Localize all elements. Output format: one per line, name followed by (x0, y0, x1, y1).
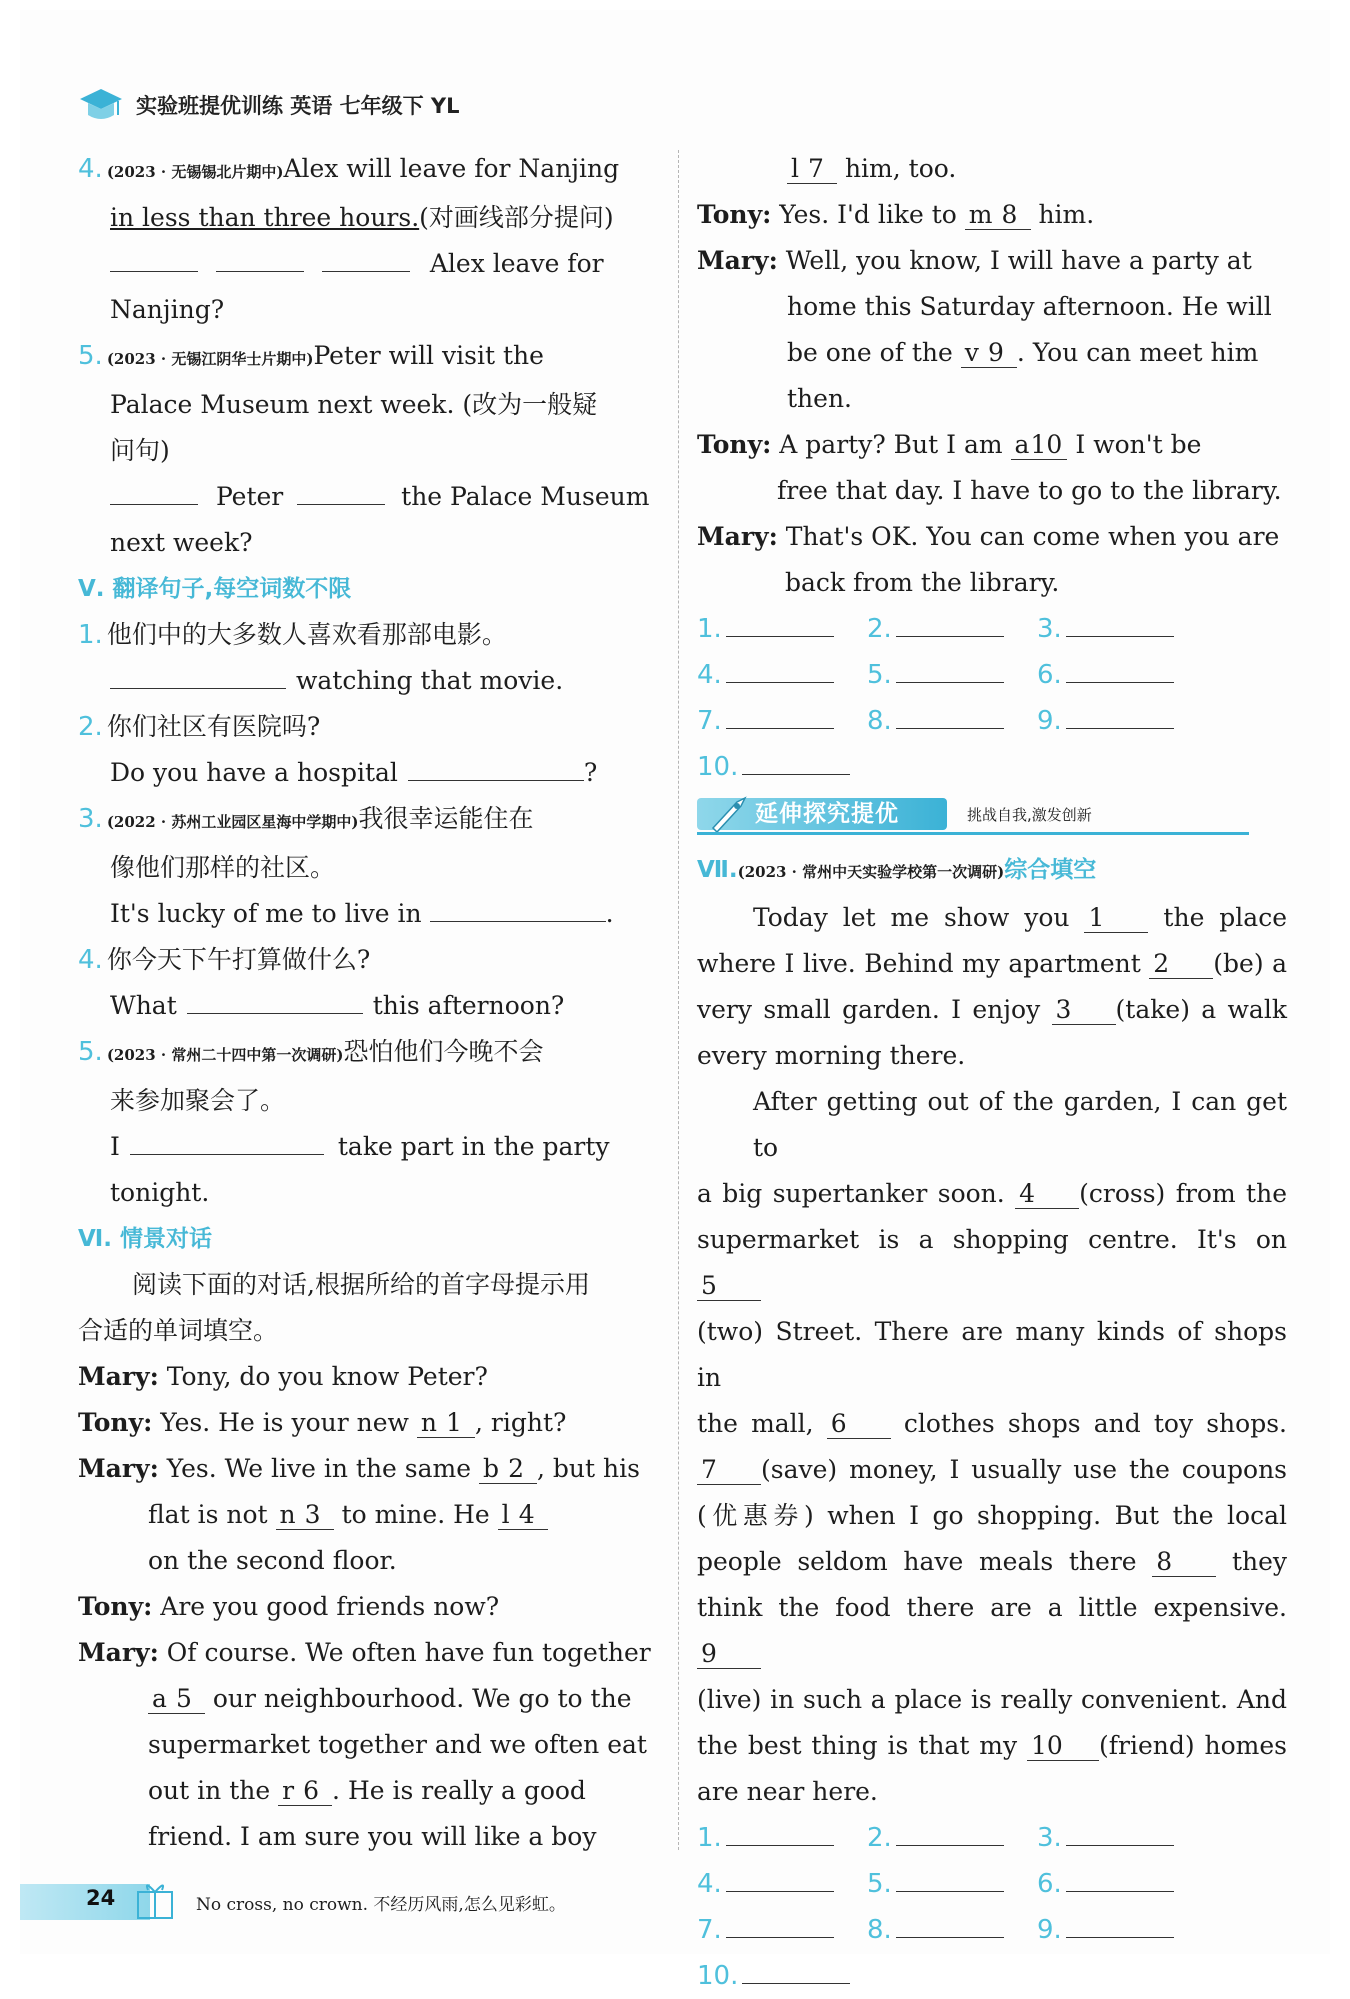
hint-blank[interactable]: n 1 (417, 1409, 475, 1438)
answer-blank[interactable] (896, 652, 1004, 683)
answer-blank[interactable] (187, 983, 363, 1014)
answer-blank[interactable] (216, 241, 304, 272)
question-4: 4. (2023 · 无锡锡北片期中)Alex will leave for Nanjing (78, 154, 620, 184)
answer-row: 10. (697, 1953, 1287, 1999)
page-header (78, 82, 460, 128)
question-5: 5. (2023 · 无锡江阴华士片期中)Peter will visit the (78, 341, 544, 371)
passage-blank[interactable]: 8 (1152, 1548, 1216, 1577)
answer-row: 1. 2. 3. (697, 1815, 1287, 1861)
answer-blank[interactable] (110, 658, 286, 689)
passage-line: very small garden. I enjoy 3 (take) a walk (697, 995, 1287, 1024)
hint-blank[interactable]: l 4 (498, 1501, 548, 1530)
passage-line: the mall, 6 clothes shops and toy shops. (697, 1409, 1287, 1438)
answer-blank[interactable] (1066, 606, 1174, 637)
hint-blank[interactable]: r 6 (278, 1777, 332, 1806)
answer-blank[interactable] (726, 698, 834, 729)
passage-line: every morning there. (697, 1041, 966, 1070)
passage-blank[interactable]: 5 (697, 1272, 761, 1301)
passage-line: (live) in such a place is really convenient. And (697, 1685, 1287, 1714)
answer-blank[interactable] (896, 606, 1004, 637)
dialogue-line: Mary: Well, you know, I will have a party at (697, 246, 1252, 275)
passage-line: (优惠券) when I go shopping. But the local (697, 1501, 1287, 1530)
dialogue-line: Mary: Tony, do you know Peter? (78, 1362, 488, 1391)
dialogue-line: Tony: Yes. He is your new n 1 , right? (78, 1408, 567, 1437)
passage-line: where I live. Behind my apartment 2 (be) a (697, 949, 1287, 978)
answer-row: 7. 8. 9. (697, 1907, 1287, 1953)
answer-blank[interactable] (130, 1124, 324, 1155)
page-number: 24 (86, 1886, 116, 1910)
answer-blank[interactable] (1066, 652, 1174, 683)
answer-row: 4. 5. 6. (697, 652, 1287, 698)
dialogue-line: Mary: That's OK. You can come when you are (697, 522, 1280, 551)
book-title: 实验班提优训练 英语 七年级下 YL (136, 94, 460, 118)
answer-row: 10. (697, 744, 1287, 790)
answer-blank[interactable] (726, 1815, 834, 1846)
passage-blank[interactable]: 2 (1149, 950, 1213, 979)
section-7-title: Ⅶ.(2023 · 常州中天实验学校第一次调研)综合填空 (697, 857, 1097, 883)
passage-blank[interactable]: 10 (1027, 1732, 1099, 1761)
translate-2: 2. 你们社区有医院吗? (78, 712, 321, 742)
passage-blank[interactable]: 3 (1052, 996, 1116, 1025)
dialogue-line: Tony: Are you good friends now? (78, 1592, 500, 1621)
answer-blank[interactable] (726, 652, 834, 683)
answer-row: 4. 5. 6. (697, 1861, 1287, 1907)
passage-line: After getting out of the garden, I can get to (753, 1087, 1287, 1162)
passage-blank[interactable]: 7 (697, 1456, 761, 1485)
answer-blank[interactable] (726, 606, 834, 637)
answer-blank[interactable] (742, 744, 850, 775)
translate-5: 5. (2023 · 常州二十四中第一次调研)恐怕他们今晚不会 (78, 1037, 544, 1067)
answer-blank[interactable] (297, 474, 385, 505)
answer-blank[interactable] (1066, 1815, 1174, 1846)
banner-subtitle: 挑战自我,激发创新 (967, 806, 1092, 824)
passage-line: are near here. (697, 1777, 878, 1806)
footer-motto: No cross, no crown. 不经历风雨,怎么见彩虹。 (196, 1895, 566, 1915)
answer-blank[interactable] (896, 698, 1004, 729)
hint-blank[interactable]: a 5 (148, 1685, 205, 1714)
passage-line: (two) Street. There are many kinds of shops in (697, 1317, 1287, 1392)
answer-blank[interactable] (1066, 698, 1174, 729)
page-footer (20, 1876, 1330, 1926)
passage-line: people seldom have meals there 8 they (697, 1547, 1288, 1576)
graduation-cap-icon (78, 85, 124, 125)
answer-blank[interactable] (408, 750, 584, 781)
passage-line: 7 (save) money, I usually use the coupons (697, 1447, 1287, 1493)
passage-line: Today let me show you 1 the place (753, 903, 1287, 932)
translate-3: 3. (2022 · 苏州工业园区星海中学期中)我很幸运能住在 (78, 804, 534, 834)
gift-icon (126, 1878, 186, 1924)
passage-blank[interactable]: 6 (827, 1410, 891, 1439)
passage-line: the best thing is that my 10 (friend) homes (697, 1731, 1287, 1760)
dialogue-line: Tony: Yes. I'd like to m 8 him. (697, 200, 1095, 229)
hint-blank[interactable]: b 2 (479, 1455, 537, 1484)
answer-blank[interactable] (322, 241, 410, 272)
hint-blank[interactable]: a10 (1011, 431, 1068, 460)
answer-blank[interactable] (110, 474, 198, 505)
hint-blank[interactable]: n 3 (276, 1501, 334, 1530)
section-5-title: Ⅴ. 翻译句子,每空词数不限 (78, 576, 352, 602)
passage-blank[interactable]: 4 (1015, 1180, 1079, 1209)
answer-row: 7. 8. 9. (697, 698, 1287, 744)
passage-line: think the food there are a little expensive. 9 (697, 1593, 1287, 1668)
right-column: l 7 him, too. Tony: Yes. I'd like to m 8 him. Mary: Well, you know, I will have a party at home this Saturday afternoon. He will be one of the v 9 . You can meet him then. Tony: A party? But I am a10 I won't be free that day. I have to go to the library. Mary: That's OK. You can come when you are back from the library. 1. 2. 3. 4. 5. 6. 7. 8. 9. 10. 延伸探究提优 挑战自我,激发创新 Ⅶ.(2023 · 常州中天实验学校第一次调研)综合填空 Today let me show you 1 the place where I live. Behind my apartment 2 (be) a very small garden. I enjoy 3 (take) a walk every morning there. After getting out of the garden, I can get to a big supertanker soon. 4 (cross) from the supermarket is a shopping centre. It's on 5 (two) Street. There are many kinds of shops in the mall, 6 clothes shops and toy shops. 7 (save) money, I usually use the coupons (优惠券) when I go shopping. But the local people seldom have meals there 8 they think the food there are a little expensive. 9 (live) in such a place is really convenient. And the best thing is that my 10 (friend) homes are near here. 1. 2. 3. 4. 5. 6. 7. 8. 9. 10. (697, 146, 1287, 1999)
translate-1: 1. 他们中的大多数人喜欢看那部电影。 (78, 620, 507, 650)
passage-line: supermarket is a shopping centre. It's on 5 (697, 1225, 1287, 1300)
banner-title: 延伸探究提优 (755, 801, 899, 827)
passage-line: a big supertanker soon. 4 (cross) from the (697, 1179, 1287, 1208)
translate-4: 4. 你今天下午打算做什么? (78, 945, 371, 975)
dialogue-line: Tony: A party? But I am a10 I won't be (697, 430, 1202, 459)
answer-blank[interactable] (742, 1953, 850, 1984)
banner-underline (697, 832, 1249, 835)
rocket-icon (707, 794, 751, 834)
section-6-title: Ⅵ. 情景对话 (78, 1226, 213, 1252)
hint-blank[interactable]: v 9 (961, 339, 1017, 368)
answer-blank[interactable] (110, 241, 198, 272)
hint-blank[interactable]: l 7 (787, 155, 837, 184)
hint-blank[interactable]: m 8 (965, 201, 1031, 230)
answer-row: 1. 2. 3. (697, 606, 1287, 652)
passage-blank[interactable]: 1 (1084, 904, 1148, 933)
left-column: 4. (2023 · 无锡锡北片期中)Alex will leave for Nanjing in less than three hours.(对画线部分提问) Alex leave for Nanjing? 5. (2023 · 无锡江阴华士片期中)Peter will visit the Palace Museum next week. (改为一般疑 问句) Peter the Palace Museum next week? Ⅴ. 翻译句子,每空词数不限 1. 他们中的大多数人喜欢看那部电影。 watching that movie. 2. 你们社区有医院吗? Do you have a hospital ? 3. (2022 · 苏州工业园区星海中学期中)我很幸运能住在 像他们那样的社区。 It's lucky of me to live in . 4. 你今天下午打算做什么? What this afternoon? 5. (2023 · 常州二十四中第一次调研)恐怕他们今晚不会 来参加聚会了。 I take part in the party tonight. Ⅵ. 情景对话 阅读下面的对话,根据所给的首字母提示用 合适的单词填空。 Mary: Tony, do you know Peter? Tony: Yes. He is your new n 1 , right? Mary: Yes. We live in the same b 2 , but his flat is not n 3 to mine. He l 4 on the second floor. Tony: Are you good friends now? Mary: Of course. We often have fun together a 5 our neighbourhood. We go to the supermarket together and we often eat out in the r 6 . He is really a good friend. I am sure you will like a boy (78, 146, 668, 1860)
dialogue-line: Mary: Yes. We live in the same b 2 , but his (78, 1454, 640, 1483)
extension-banner (697, 794, 1287, 840)
answer-blank[interactable] (430, 891, 606, 922)
column-divider (678, 150, 679, 1850)
passage-blank[interactable]: 9 (697, 1640, 761, 1669)
dialogue-line: Mary: Of course. We often have fun together (78, 1638, 651, 1667)
answer-blank[interactable] (896, 1815, 1004, 1846)
